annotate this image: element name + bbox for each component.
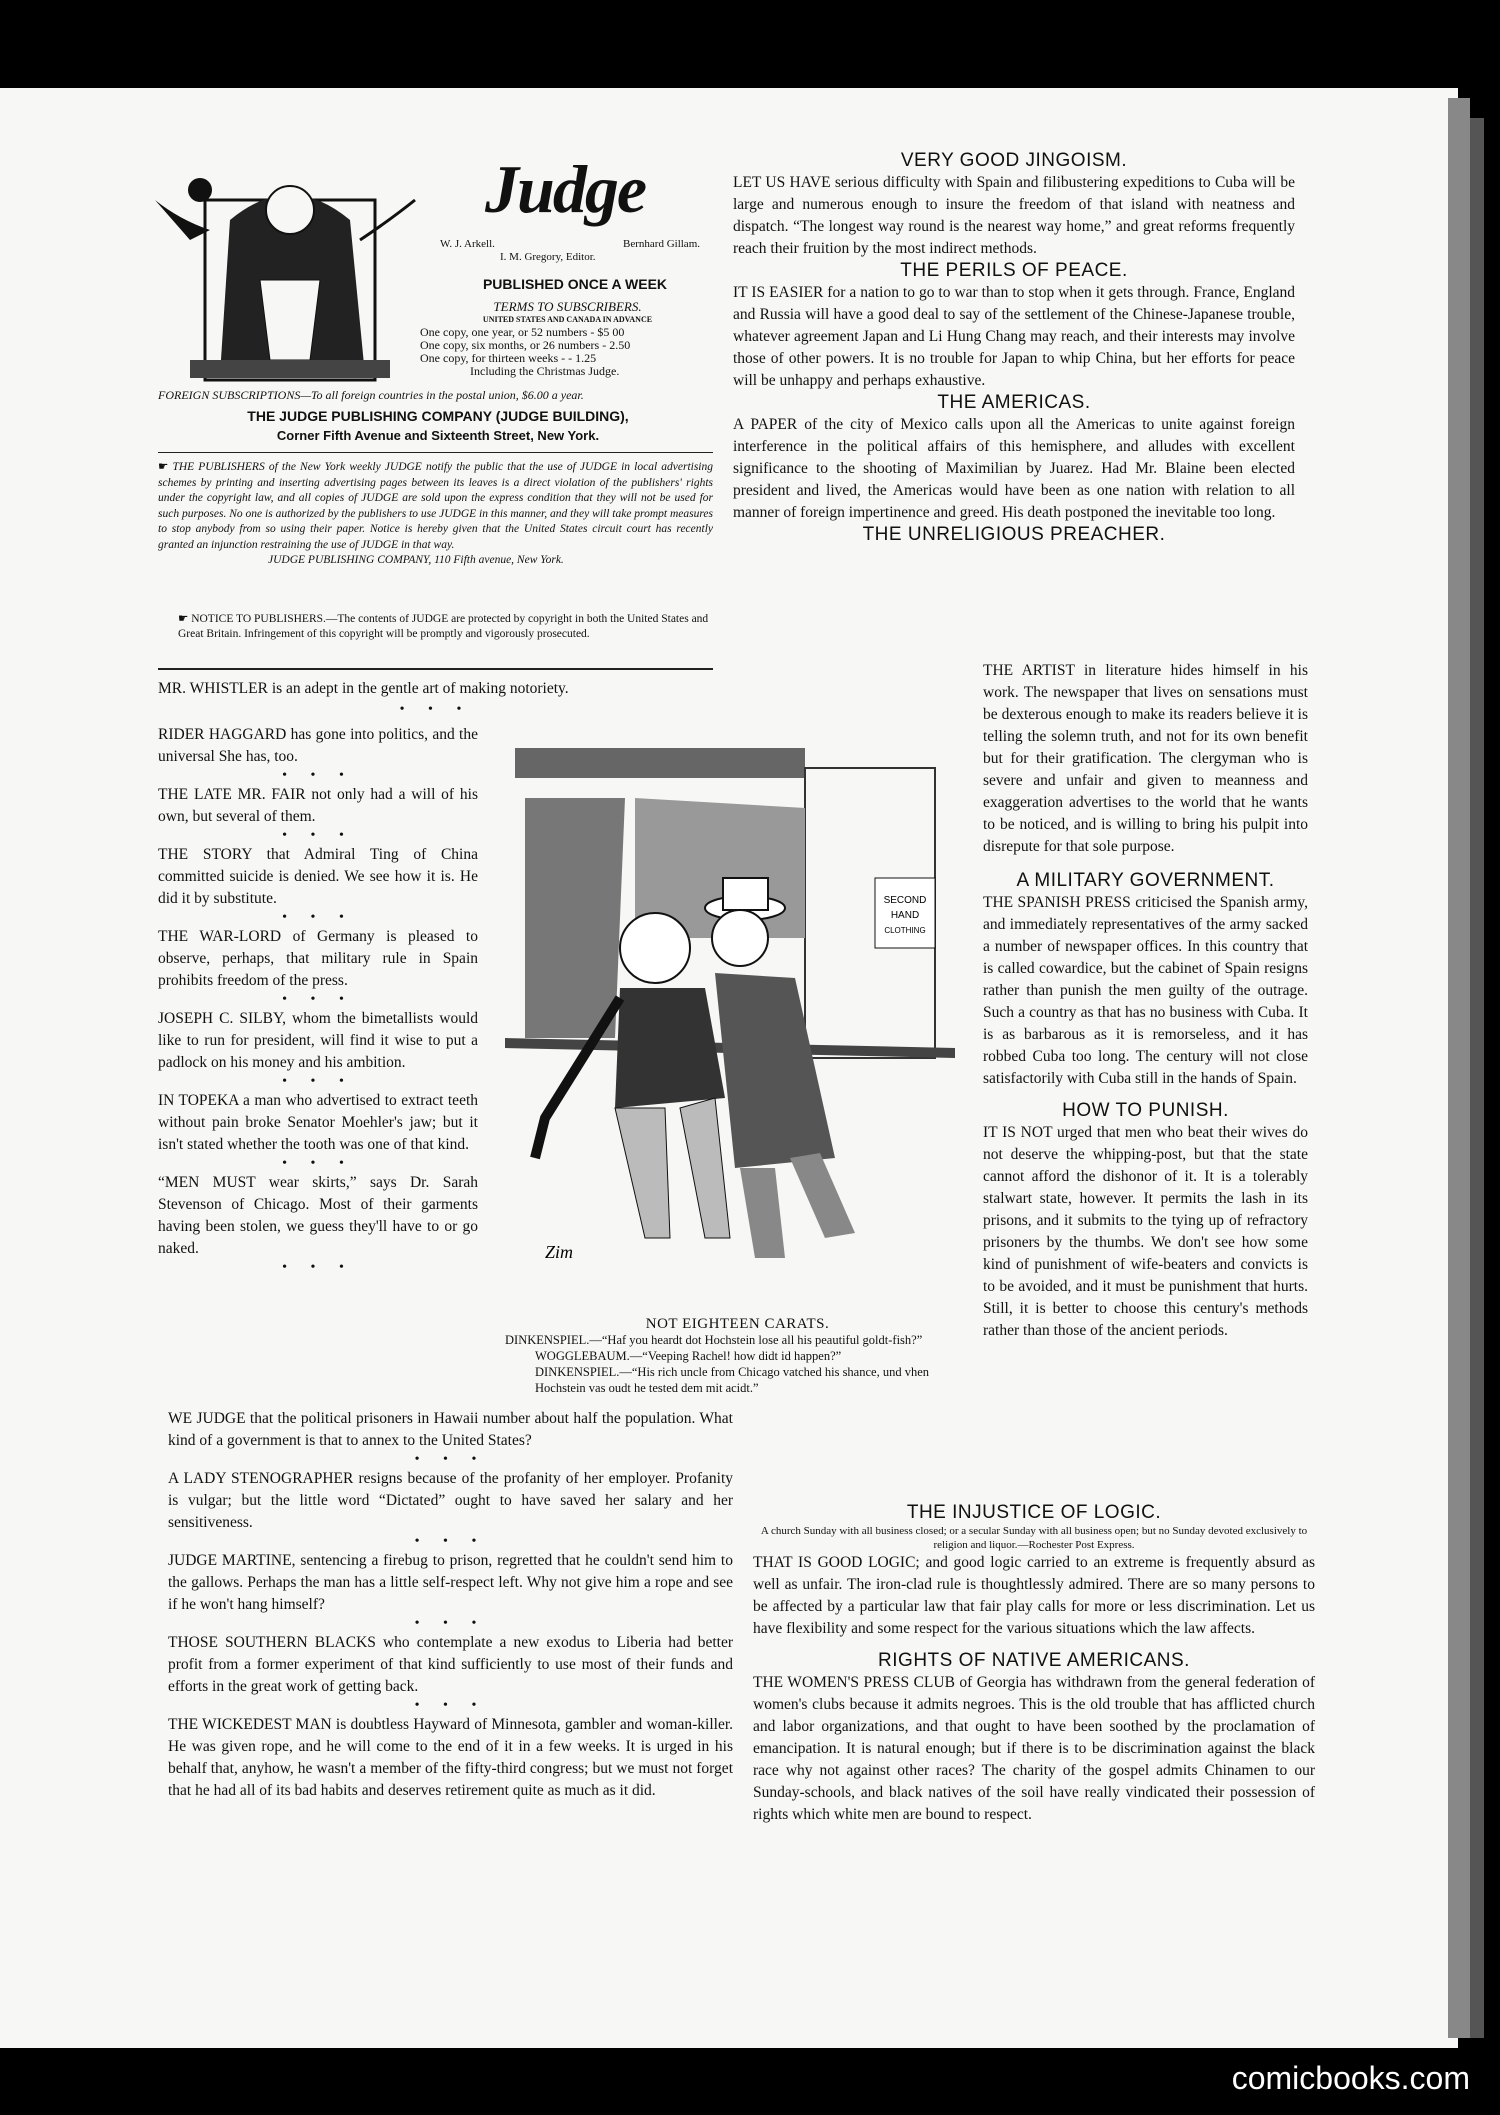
separator-dots: • • • — [414, 1616, 487, 1631]
list-item: WE JUDGE that the political prisoners in Hawaii number about half the population. What kind of a government is that to annex to the United States? — [168, 1410, 733, 1449]
cartoon-caption — [505, 1316, 970, 1396]
cartoon-dialogue-line: DINKENSPIEL.—“Haf you heardt dot Hochstein lose all his peautiful goldt-fish?” — [505, 1333, 923, 1347]
list-item: THE STORY that Admiral Ting of China committed suicide is denied. We see how it is. He did it by substitute. — [158, 846, 478, 907]
terms-region: UNITED STATES AND CANADA IN ADVANCE — [482, 315, 653, 324]
article-body: THE SPANISH PRESS criticised the Spanish army, and immediately representatives of the army sacked a number of newspaper offices. In this country that is called cowardice, but the cabinet of Spain resigns rather than punish the men guilty of the outrage. Such a country as that has no business with Cuba. It is as barbarous as it is remorseless, and it has robbed Cuba too long. The century will not close satisfactorily with Cuba still in the hands of Spain. — [983, 894, 1308, 1087]
publishers-notice: ☛ THE PUBLISHERS of the New York weekly JUDGE notify the public that the use of JUDGE in local advertising schemes by printing and inserting advertising pages between its leaves is a direct violation of the publishers' rights under the copyright law, and all copies of JUDGE are sold upon the express condition that they will not be used for such purposes. No one is authorized by the publishers to use JUDGE in this manner, and they will take prompt measures to stop anybody from so using their paper. Notice is hereby given that the United States circuit court has recently granted an injunction restraining the use of JUDGE in that way. JUDGE PUBLISHING COMPANY, 110 Fifth avenue, New York. — [158, 460, 713, 569]
divider — [158, 452, 713, 453]
terms-line: One copy, for thirteen weeks - - 1.25 — [420, 351, 597, 365]
copyright-notice: ☛ NOTICE TO PUBLISHERS.—The contents of JUDGE are protected by copyright in both the United States and Great Britain. Infringement of this copyright will be promptly and vigorously prosecuted. — [178, 613, 709, 640]
cartoon-dialogue-line: DINKENSPIEL.—“His rich uncle from Chicago vatched his shance, und vhen Hochstein vas oudt he tested dem mit acidt.” — [535, 1365, 930, 1395]
terms-line: One copy, six months, or 26 numbers - 2.50 — [420, 338, 631, 352]
article-heading: RIGHTS OF NATIVE AMERICANS. — [878, 1650, 1190, 1671]
list-item: THE LATE MR. FAIR not only had a will of his own, but several of them. — [158, 786, 478, 825]
terms-title: TERMS TO SUBSCRIBERS. — [493, 299, 642, 314]
left-narrow-column — [158, 724, 478, 1276]
article-epigraph: A church Sunday with all business closed; or a secular Sunday with all business open; but no Sunday devoted exclusively to religion and liquor.—Rochester Post Express. — [760, 1525, 1308, 1551]
item-whistler — [158, 678, 713, 700]
list-item: A LADY STENOGRAPHER resigns because of the profanity of her employer. Profanity is vulgar; but the little word “Dictated” ought to have saved her salary and her sensitiveness. — [168, 1470, 733, 1531]
list-item: JOSEPH C. SILBY, whom the bimetallists would like to run for president, will find it wise to put a padlock on his money and his ambition. — [158, 1010, 478, 1071]
article-heading: HOW TO PUNISH. — [1062, 1100, 1229, 1121]
founder: W. J. Arkell. — [440, 238, 495, 250]
separator-dots: • • • — [282, 1074, 354, 1089]
separator-dots: • • • — [282, 828, 354, 843]
cartoon-illustration — [505, 738, 955, 1278]
article-body: THAT IS GOOD LOGIC; and good logic carried to an extreme is frequently absurd as well as unfair. The iron-clad rule is thoughtlessly admired. There are so many persons to be affected by a particular law that fair play calls for more or less discrimination. Let us have flexibility and some respect for the various situations which the law affects. — [753, 1554, 1315, 1637]
separator-dots: • • • — [414, 1452, 487, 1467]
separator-dots: • • • — [282, 768, 354, 783]
watermark: comicbooks.com — [1231, 2060, 1470, 2096]
publishers-notice-text: THE PUBLISHERS of the New York weekly JUDGE notify the public that the use of JUDGE in local advertising schemes by printing and inserting advertising pages between its leaves is a direct violation of the publishers' rights under the copyright law, and all copies of JUDGE are sold upon the express condition that they will not be used for such purposes. No one is authorized by the publishers to use JUDGE in this manner, and they will take prompt measures to stop anybody from so using their paper. Notice is hereby given that the United States circuit court has recently granted an injunction restraining the use of JUDGE in that way. — [158, 461, 713, 551]
separator-dots: • • • — [399, 702, 472, 717]
cartoon-dialogue-line: WOGGLEBAUM.—“Veeping Rachel! how didt id happen?” — [535, 1349, 842, 1363]
list-item: THOSE SOUTHERN BLACKS who contemplate a new exodus to Liberia had better profit from a former experiment of that kind sufficiently to use most of their funds and efforts in the great work of getting back. — [168, 1634, 733, 1695]
article-heading: THE AMERICAS. — [937, 392, 1091, 413]
article-body: IT IS EASIER for a nation to go to war than to stop when it gets through. France, England and Russia will have a good deal to say of the settlement of the Chinese-Japanese trouble, whatever agreement Japan and Li Hung Chang may reach, and their interests may involve those of other powers. It is no trouble for Japan to whip China, but her efforts for peace will be unhappy and perhaps exhaustive. — [733, 284, 1295, 389]
separator-dots: • • • — [282, 1260, 354, 1275]
article-heading: A MILITARY GOVERNMENT. — [1016, 870, 1275, 891]
cartoon-sign-text: SECOND — [883, 895, 927, 906]
list-item: IN TOPEKA a man who advertised to extract teeth without pain broke Senator Moehler's jaw; but it isn't stated whether the tooth was one of that kind. — [158, 1092, 478, 1153]
copyright-notice-text: NOTICE TO PUBLISHERS.—The contents of JUDGE are protected by copyright in both the United States and Great Britain. Infringement of this copyright will be promptly and vigorously prosecuted. — [178, 613, 709, 640]
article-body: A PAPER of the city of Mexico calls upon all the Americas to unite against foreign interference in the political affairs of this hemisphere, and alludes with excellent significance to the shooting of Maximilian by Juarez. Had Mr. Blaine been elected president and lived, the Americas would have been as one nation with relation to all manner of foreign impertinence and greed. His death postponed the inevitable too long. — [733, 416, 1295, 521]
article-body: THE ARTIST in literature hides himself in his work. The newspaper that lives on sensations must be dexterous enough to make its readers believe it is telling the solemn truth, and not for its own benefit but for their gratification. The clergyman who is severe and unfair and given to meanness and exaggeration advertises to the world that he wants to be noticed, and is willing to bring his pulpit into disrepute for that sole purpose. — [983, 662, 1308, 855]
right-column-lower — [753, 1502, 1315, 1826]
terms-line: One copy, one year, or 52 numbers - $5 00 — [420, 325, 625, 339]
article-heading: VERY GOOD JINGOISM. — [900, 150, 1128, 171]
list-item: JUDGE MARTINE, sentencing a firebug to prison, regretted that he couldn't send him to the gallows. Perhaps the man has a little self-respect left. Why not give him a rope and see if he won't hang himself? — [168, 1552, 733, 1613]
separator-dots: • • • — [282, 1156, 354, 1171]
foreign-subscriptions: FOREIGN SUBSCRIPTIONS—To all foreign countries in the postal union, $6.00 a year. — [158, 388, 584, 402]
terms-line: Including the Christmas Judge. — [470, 364, 620, 378]
editor: I. M. Gregory, Editor. — [500, 251, 596, 263]
svg-text:CLOTHING: CLOTHING — [884, 926, 926, 935]
frequency: PUBLISHED ONCE A WEEK — [482, 276, 668, 292]
company-info — [158, 406, 718, 446]
judge-logo: Judge — [485, 151, 645, 227]
article-heading: THE UNRELIGIOUS PREACHER. — [862, 524, 1166, 545]
article-heading: THE PERILS OF PEACE. — [900, 260, 1128, 281]
right-narrow-column — [983, 660, 1308, 1342]
artist-signature: Zim — [545, 1242, 574, 1262]
article-heading: THE INJUSTICE OF LOGIC. — [906, 1502, 1162, 1523]
masthead-illustration — [150, 160, 420, 382]
list-item: MR. WHISTLER is an adept in the gentle art of making notoriety. — [158, 680, 569, 697]
page-binding-shadow — [1470, 118, 1484, 2038]
separator-dots: • • • — [282, 910, 354, 925]
article-body: THE WOMEN'S PRESS CLUB of Georgia has withdrawn from the general federation of women's clubs because it admits negroes. This is the old trouble that has afflicted church and labor organizations, and that ought to have been soothed by the proclamation of emancipation. It is natural enough; but if there is to be discrimination against the black race why not against other races? The charity of the gospel admits Chinamen to our Sunday-schools, and black natives of the soil have really vindicated their possession of rights which white men are bound to respect. — [753, 1674, 1315, 1823]
divider — [158, 668, 713, 670]
svg-text:HAND: HAND — [890, 910, 920, 921]
article-body: IT IS NOT urged that men who beat their wives do not deserve the whipping-post, but that the state cannot afford the dishonor of it. It is a tolerably stalwart state, however. It permits the lash in its prisons, and it submits to the tying up of refractory prisoners by the thumbs. We don't see how some kind of punishment of wife-beaters and convicts is to be avoided, and it must be punishment that hurts. Still, it is better to choose this century's methods rather than those of the ancient periods. — [983, 1124, 1308, 1339]
separator-dots: • • • — [414, 1534, 487, 1549]
subscription-terms — [420, 300, 715, 378]
list-item: RIDER HAGGARD has gone into politics, and the universal She has, too. — [158, 726, 478, 765]
list-item: THE WICKEDEST MAN is doubtless Hayward of Minnesota, gambler and woman-killer. He was given rope, and he will come to the end of it in a few weeks. It is urged in his behalf that, anyhow, he wasn't a member of the fifty-third congress; but we must not forget that he had all of its bad habits and deserves retirement quite as much as it did. — [168, 1716, 733, 1799]
list-item: THE WAR-LORD of Germany is pleased to observe, perhaps, that military rule in Spain prohibits freedom of the press. — [158, 928, 478, 989]
page-binding — [1448, 98, 1470, 2038]
cartoon-title: NOT EIGHTEEN CARATS. — [645, 1316, 830, 1332]
list-item: “MEN MUST wear skirts,” says Dr. Sarah Stevenson of Chicago. Most of their garments having been stolen, we guess they'll have to or go naked. — [158, 1174, 478, 1257]
article-body: LET US HAVE serious difficulty with Spain and filibustering expeditions to Cuba will be large and numerous enough to insure the freedom of that island with neatness and dispatch. “The longest way round is the nearest way home,” and great reforms frequently reach their fruition by the most indirect methods. — [733, 174, 1295, 257]
artist: Bernhard Gillam. — [623, 238, 700, 250]
company-name: THE JUDGE PUBLISHING COMPANY (JUDGE BUILDING), — [247, 408, 629, 424]
right-column-top — [733, 150, 1295, 546]
publishers-signature: JUDGE PUBLISHING COMPANY, 110 Fifth avenue, New York. — [268, 554, 564, 566]
left-lower-column — [168, 1408, 733, 1802]
separator-dots: • • • — [414, 1698, 487, 1713]
separator-dots: • • • — [282, 992, 354, 1007]
company-address: Corner Fifth Avenue and Sixteenth Street, New York. — [276, 428, 600, 443]
